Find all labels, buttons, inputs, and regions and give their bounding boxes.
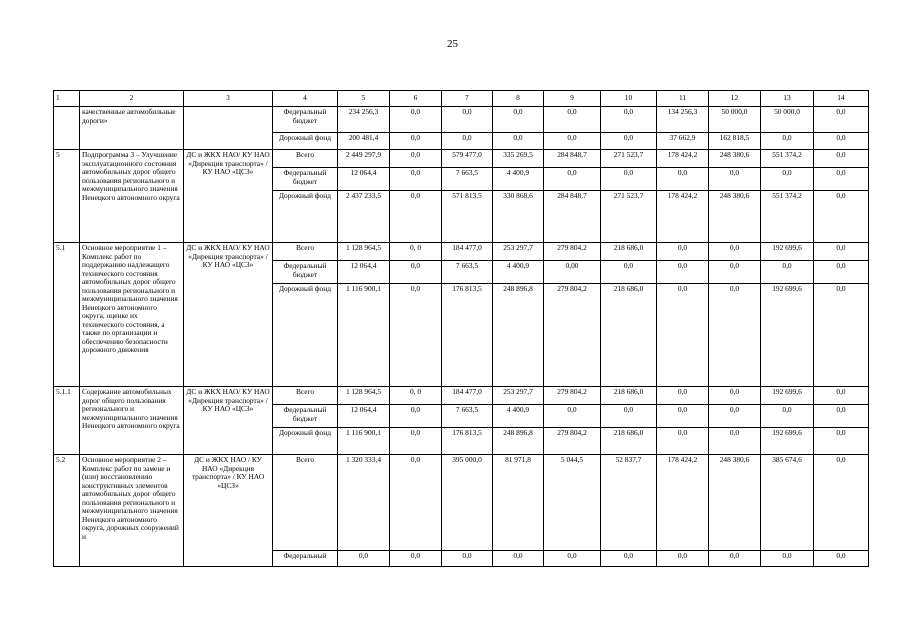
amount-cell: 0,0 <box>390 551 442 567</box>
amount-cell: 81 971,8 <box>493 455 544 551</box>
amount-cell: 0,0 <box>390 168 442 191</box>
funding-source: Федеральный <box>273 551 338 567</box>
column-header: 14 <box>814 91 869 107</box>
amount-cell: 0,0 <box>709 387 761 405</box>
amount-cell: 279 804,2 <box>544 284 601 387</box>
amount-cell: 0,0 <box>493 133 544 150</box>
amount-cell: 0,0 <box>709 168 761 191</box>
amount-cell: 218 686,0 <box>601 243 657 261</box>
row-number: 5.2 <box>54 455 80 567</box>
amount-cell: 0,0 <box>709 551 761 567</box>
amount-cell: 2 449 297,9 <box>338 150 390 168</box>
amount-cell: 178 424,2 <box>657 455 709 551</box>
amount-cell: 0,0 <box>338 551 390 567</box>
funding-source: Дорожный фонд <box>273 428 338 455</box>
amount-cell: 218 686,0 <box>601 284 657 387</box>
amount-cell: 0,0 <box>442 551 493 567</box>
amount-cell: 192 699,6 <box>761 243 814 261</box>
amount-cell: 0,0 <box>709 284 761 387</box>
amount-cell: 0,0 <box>544 405 601 428</box>
amount-cell: 50 000,0 <box>709 107 761 133</box>
activity-name: Содержание автомобильных дорог общего пользования регионального и межмуниципального значения Ненецкого автономного округа <box>80 387 184 455</box>
amount-cell: 176 813,5 <box>442 428 493 455</box>
amount-cell: 0,0 <box>601 133 657 150</box>
executor: ДС и ЖКХ НАО/ КУ НАО «Дирекция транспорта» / КУ НАО «ЦСЗ» <box>184 387 273 455</box>
column-header: 1 <box>54 91 80 107</box>
amount-cell: 0,0 <box>493 107 544 133</box>
amount-cell: 2 437 233,5 <box>338 191 390 243</box>
amount-cell: 0,0 <box>709 243 761 261</box>
amount-cell: 0,0 <box>814 455 869 551</box>
funding-source: Дорожный фонд <box>273 133 338 150</box>
amount-cell: 0, 0 <box>390 387 442 405</box>
amount-cell: 178 424,2 <box>657 191 709 243</box>
amount-cell: 1 128 964,5 <box>338 243 390 261</box>
table-row <box>54 107 869 133</box>
amount-cell: 0,0 <box>390 284 442 387</box>
amount-cell: 0,0 <box>814 191 869 243</box>
amount-cell: 0,0 <box>814 133 869 150</box>
amount-cell: 1 116 900,1 <box>338 428 390 455</box>
funding-source: Всего <box>273 243 338 261</box>
amount-cell: 37 662,9 <box>657 133 709 150</box>
amount-cell: 0,0 <box>390 428 442 455</box>
amount-cell: 0,00 <box>544 261 601 284</box>
amount-cell: 4 400,9 <box>493 261 544 284</box>
amount-cell: 0,0 <box>657 428 709 455</box>
amount-cell: 0,0 <box>657 387 709 405</box>
amount-cell: 248 896,8 <box>493 284 544 387</box>
amount-cell: 0, 0 <box>390 243 442 261</box>
column-header: 11 <box>657 91 709 107</box>
funding-source: Всего <box>273 455 338 551</box>
amount-cell: 0,0 <box>814 168 869 191</box>
amount-cell: 330 868,6 <box>493 191 544 243</box>
table-row <box>54 150 869 168</box>
executor: ДС и ЖКХ НАО/ КУ НАО «Дирекция транспорта» / КУ НАО «ЦСЗ» <box>184 150 273 243</box>
amount-cell: 1 320 333,4 <box>338 455 390 551</box>
amount-cell: 0,0 <box>390 150 442 168</box>
amount-cell: 385 674,6 <box>761 455 814 551</box>
amount-cell: 0,0 <box>761 168 814 191</box>
header-row <box>54 91 869 107</box>
funding-source: Дорожный фонд <box>273 284 338 387</box>
amount-cell: 0,0 <box>761 133 814 150</box>
amount-cell: 0,0 <box>814 150 869 168</box>
amount-cell: 0,0 <box>601 261 657 284</box>
amount-cell: 0,0 <box>544 107 601 133</box>
amount-cell: 0,0 <box>709 428 761 455</box>
amount-cell: 234 256,3 <box>338 107 390 133</box>
amount-cell: 5 044,5 <box>544 455 601 551</box>
amount-cell: 248 380,6 <box>709 150 761 168</box>
funding-source: Дорожный фонд <box>273 191 338 243</box>
amount-cell: 271 523,7 <box>601 191 657 243</box>
amount-cell: 7 663,5 <box>442 405 493 428</box>
amount-cell: 50 000,0 <box>761 107 814 133</box>
amount-cell: 0,0 <box>814 428 869 455</box>
amount-cell: 1 116 900,1 <box>338 284 390 387</box>
amount-cell: 279 804,2 <box>544 243 601 261</box>
table-row <box>54 455 869 551</box>
amount-cell: 162 818,5 <box>709 133 761 150</box>
amount-cell: 218 686,0 <box>601 387 657 405</box>
amount-cell: 279 804,2 <box>544 428 601 455</box>
amount-cell: 178 424,2 <box>657 150 709 168</box>
column-header: 9 <box>544 91 601 107</box>
amount-cell: 0,0 <box>709 405 761 428</box>
amount-cell: 0,0 <box>601 107 657 133</box>
amount-cell: 0,0 <box>814 284 869 387</box>
amount-cell: 0,0 <box>390 455 442 551</box>
column-header: 3 <box>184 91 273 107</box>
amount-cell: 0,0 <box>544 133 601 150</box>
amount-cell: 200 481,4 <box>338 133 390 150</box>
amount-cell: 218 686,0 <box>601 428 657 455</box>
amount-cell: 192 699,6 <box>761 387 814 405</box>
page-number: 25 <box>447 38 458 50</box>
row-number: 5 <box>54 150 80 243</box>
amount-cell: 0,0 <box>493 551 544 567</box>
executor <box>184 107 273 150</box>
amount-cell: 0,0 <box>814 243 869 261</box>
amount-cell: 0,0 <box>814 387 869 405</box>
amount-cell: 0,0 <box>601 405 657 428</box>
funding-source: Федеральный бюджет <box>273 107 338 133</box>
budget-table <box>53 90 869 567</box>
amount-cell: 0,0 <box>442 133 493 150</box>
amount-cell: 0,0 <box>814 261 869 284</box>
table-row <box>54 243 869 261</box>
amount-cell: 0,0 <box>657 551 709 567</box>
amount-cell: 192 699,6 <box>761 284 814 387</box>
amount-cell: 395 000,0 <box>442 455 493 551</box>
row-number: 5.1.1 <box>54 387 80 455</box>
amount-cell: 0,0 <box>390 133 442 150</box>
executor: ДС и ЖКХ НАО / КУ НАО «Дирекция транспорта» / КУ НАО «ЦСЗ» <box>184 455 273 567</box>
amount-cell: 176 813,5 <box>442 284 493 387</box>
amount-cell: 0,0 <box>814 107 869 133</box>
amount-cell: 134 256,3 <box>657 107 709 133</box>
amount-cell: 0,0 <box>601 551 657 567</box>
amount-cell: 4 400,9 <box>493 168 544 191</box>
column-header: 2 <box>80 91 184 107</box>
column-header: 6 <box>390 91 442 107</box>
column-header: 10 <box>601 91 657 107</box>
activity-name: Подпрограмма 3 – Улучшение эксплуатационного состояния автомобильных дорог общего пользования регионального и межмуниципального значения Ненецкого автономного округа <box>80 150 184 243</box>
activity-name: Основное мероприятие 2 – Комплекс работ по замене и (или) восстановлению конструктивных элементов автомобильных дорог общего пользования регионального и межмуниципального значения Ненецкого автономного округа, дорожных сооружений и <box>80 455 184 567</box>
amount-cell: 4 400,9 <box>493 405 544 428</box>
amount-cell: 579 477,0 <box>442 150 493 168</box>
column-header: 4 <box>273 91 338 107</box>
amount-cell: 12 064,4 <box>338 405 390 428</box>
amount-cell: 0,0 <box>761 405 814 428</box>
amount-cell: 335 269,5 <box>493 150 544 168</box>
amount-cell: 551 374,2 <box>761 150 814 168</box>
amount-cell: 279 804,2 <box>544 387 601 405</box>
column-header: 5 <box>338 91 390 107</box>
funding-source: Федеральный бюджет <box>273 168 338 191</box>
amount-cell: 284 848,7 <box>544 150 601 168</box>
funding-source: Федеральный бюджет <box>273 405 338 428</box>
funding-source: Всего <box>273 387 338 405</box>
funding-source: Федеральный бюджет <box>273 261 338 284</box>
amount-cell: 0,0 <box>390 405 442 428</box>
amount-cell: 0,0 <box>390 107 442 133</box>
amount-cell: 0,0 <box>544 168 601 191</box>
amount-cell: 12 064,4 <box>338 261 390 284</box>
amount-cell: 7 663,5 <box>442 261 493 284</box>
amount-cell: 12 064,4 <box>338 168 390 191</box>
row-number: 5.1 <box>54 243 80 387</box>
amount-cell: 0,0 <box>761 551 814 567</box>
column-header: 12 <box>709 91 761 107</box>
amount-cell: 0,0 <box>657 243 709 261</box>
amount-cell: 0,0 <box>390 191 442 243</box>
amount-cell: 0,0 <box>601 168 657 191</box>
amount-cell: 7 663,5 <box>442 168 493 191</box>
amount-cell: 184 477,0 <box>442 387 493 405</box>
amount-cell: 0,0 <box>544 551 601 567</box>
amount-cell: 284 848,7 <box>544 191 601 243</box>
amount-cell: 52 837,7 <box>601 455 657 551</box>
amount-cell: 0,0 <box>814 551 869 567</box>
amount-cell: 0,0 <box>657 261 709 284</box>
amount-cell: 0,0 <box>657 168 709 191</box>
amount-cell: 248 380,6 <box>709 455 761 551</box>
row-number <box>54 107 80 150</box>
amount-cell: 248 896,8 <box>493 428 544 455</box>
amount-cell: 271 523,7 <box>601 150 657 168</box>
table-row <box>54 387 869 405</box>
amount-cell: 184 477,0 <box>442 243 493 261</box>
amount-cell: 551 374,2 <box>761 191 814 243</box>
amount-cell: 571 813,5 <box>442 191 493 243</box>
amount-cell: 0,0 <box>657 405 709 428</box>
amount-cell: 248 380,6 <box>709 191 761 243</box>
amount-cell: 0,0 <box>814 405 869 428</box>
amount-cell: 253 297,7 <box>493 243 544 261</box>
column-header: 13 <box>761 91 814 107</box>
executor: ДС и ЖКХ НАО/ КУ НАО «Дирекция транспорта» / КУ НАО «ЦСЗ» <box>184 243 273 387</box>
amount-cell: 1 128 964,5 <box>338 387 390 405</box>
amount-cell: 0,0 <box>709 261 761 284</box>
amount-cell: 192 699,6 <box>761 428 814 455</box>
amount-cell: 0,0 <box>442 107 493 133</box>
amount-cell: 0,0 <box>761 261 814 284</box>
amount-cell: 0,0 <box>657 284 709 387</box>
amount-cell: 253 297,7 <box>493 387 544 405</box>
activity-name: качественные автомобильные дороги» <box>80 107 184 150</box>
column-header: 8 <box>493 91 544 107</box>
column-header: 7 <box>442 91 493 107</box>
activity-name: Основное мероприятие 1 – Комплекс работ по поддержанию надлежащего технического состояния автомобильных дорог общего пользования регионального и межмуниципального значения Ненецкого автономного округа, оценке их технического состояния, а также по организации и обеспечению безопасности дорожного движения <box>80 243 184 387</box>
amount-cell: 0,0 <box>390 261 442 284</box>
funding-source: Всего <box>273 150 338 168</box>
